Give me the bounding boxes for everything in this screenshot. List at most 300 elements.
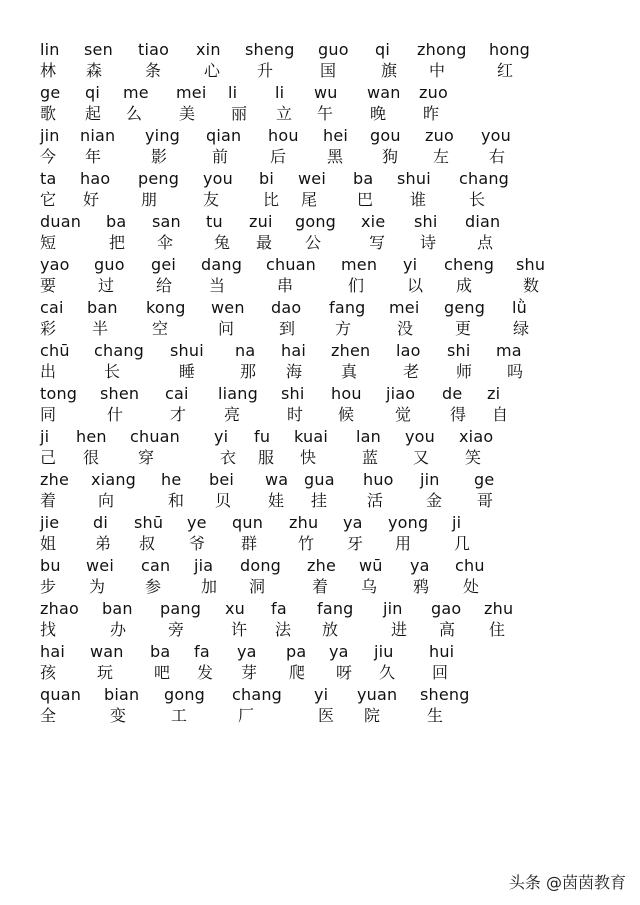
hanzi-character: 同 [40, 405, 57, 424]
hanzi-character: 美 [179, 104, 196, 123]
hanzi-character: 歌 [40, 104, 57, 123]
pinyin-syllable: me [123, 83, 149, 102]
hanzi-character: 前 [212, 147, 229, 166]
hanzi-character: 鸦 [413, 577, 430, 596]
hanzi-character: 师 [456, 362, 473, 381]
pinyin-syllable: you [405, 427, 435, 446]
pinyin-syllable: bei [209, 470, 235, 489]
pinyin-syllable: hei [323, 126, 349, 145]
hanzi-character: 当 [209, 276, 226, 295]
pinyin-syllable: yao [40, 255, 70, 274]
pinyin-row [0, 384, 640, 406]
hanzi-character: 爷 [189, 534, 206, 553]
hanzi-character: 晚 [370, 104, 387, 123]
hanzi-character: 加 [201, 577, 218, 596]
pinyin-syllable: men [341, 255, 378, 274]
hanzi-row [0, 491, 640, 513]
hanzi-character: 时 [287, 405, 304, 424]
pinyin-row [0, 685, 640, 707]
hanzi-character: 后 [270, 147, 287, 166]
hanzi-character: 短 [40, 233, 57, 252]
pinyin-syllable: jia [194, 556, 214, 575]
hanzi-character: 给 [156, 276, 173, 295]
pinyin-syllable: gao [431, 599, 462, 618]
pinyin-syllable: di [93, 513, 109, 532]
hanzi-character: 医 [318, 706, 335, 725]
hanzi-character: 穿 [138, 448, 155, 467]
pinyin-syllable: you [481, 126, 511, 145]
pinyin-row [0, 341, 640, 363]
pinyin-syllable: tu [206, 212, 223, 231]
hanzi-character: 蓝 [362, 448, 379, 467]
hanzi-character: 巴 [357, 190, 374, 209]
pinyin-row [0, 255, 640, 277]
pinyin-syllable: zhen [331, 341, 371, 360]
pinyin-syllable: hou [331, 384, 362, 403]
pinyin-syllable: gong [164, 685, 206, 704]
pinyin-syllable: guo [94, 255, 125, 274]
pinyin-syllable: ba [106, 212, 127, 231]
hanzi-character: 影 [151, 147, 168, 166]
pinyin-syllable: li [275, 83, 285, 102]
hanzi-character: 朋 [141, 190, 158, 209]
pinyin-syllable: wen [211, 298, 245, 317]
pinyin-syllable: zhe [40, 470, 69, 489]
hanzi-row [0, 405, 640, 427]
hanzi-character: 活 [367, 491, 384, 510]
pinyin-syllable: ye [187, 513, 207, 532]
pinyin-row [0, 599, 640, 621]
pinyin-syllable: sheng [245, 40, 295, 59]
hanzi-character: 方 [335, 319, 352, 338]
hanzi-character: 全 [40, 706, 57, 725]
hanzi-character: 吗 [507, 362, 524, 381]
pinyin-syllable: fa [271, 599, 287, 618]
hanzi-row [0, 663, 640, 685]
pinyin-syllable: hai [40, 642, 65, 661]
pinyin-syllable: zhao [40, 599, 79, 618]
pinyin-syllable: jiao [386, 384, 416, 403]
hanzi-character: 串 [277, 276, 294, 295]
hanzi-character: 群 [241, 534, 258, 553]
hanzi-character: 立 [276, 104, 293, 123]
pinyin-syllable: qi [375, 40, 391, 59]
pinyin-syllable: ta [40, 169, 57, 188]
pinyin-syllable: xin [196, 40, 221, 59]
hanzi-character: 快 [300, 448, 317, 467]
hanzi-character: 真 [341, 362, 358, 381]
pinyin-syllable: gong [295, 212, 337, 231]
pinyin-row [0, 556, 640, 578]
hanzi-character: 林 [40, 61, 57, 80]
pinyin-syllable: zhong [417, 40, 467, 59]
hanzi-character: 诗 [420, 233, 437, 252]
pinyin-syllable: jin [420, 470, 440, 489]
hanzi-character: 参 [145, 577, 162, 596]
hanzi-character: 法 [275, 620, 292, 639]
hanzi-character: 森 [86, 61, 103, 80]
hanzi-character: 弟 [95, 534, 112, 553]
hanzi-character: 以 [407, 276, 424, 295]
hanzi-character: 又 [413, 448, 430, 467]
pinyin-syllable: hou [268, 126, 299, 145]
pinyin-syllable: na [235, 341, 256, 360]
hanzi-character: 那 [240, 362, 257, 381]
pinyin-syllable: wa [265, 470, 289, 489]
pinyin-syllable: tiao [138, 40, 170, 59]
hanzi-character: 向 [98, 491, 115, 510]
pinyin-syllable: gua [304, 470, 335, 489]
pinyin-syllable: jie [40, 513, 60, 532]
pinyin-syllable: mei [176, 83, 207, 102]
hanzi-row [0, 448, 640, 470]
pinyin-syllable: cheng [444, 255, 495, 274]
hanzi-character: 伞 [157, 233, 174, 252]
pinyin-row [0, 642, 640, 664]
pinyin-syllable: shen [100, 384, 140, 403]
hanzi-character: 们 [348, 276, 365, 295]
pinyin-syllable: sheng [420, 685, 470, 704]
hanzi-character: 黑 [327, 147, 344, 166]
hanzi-character: 吧 [154, 663, 171, 682]
hanzi-row [0, 577, 640, 599]
pinyin-syllable: yuan [357, 685, 398, 704]
hanzi-character: 问 [218, 319, 235, 338]
hanzi-character: 过 [98, 276, 115, 295]
pinyin-syllable: jiu [374, 642, 394, 661]
hanzi-character: 绿 [513, 319, 530, 338]
pinyin-syllable: zhu [484, 599, 514, 618]
pinyin-syllable: de [442, 384, 463, 403]
pinyin-syllable: zui [249, 212, 273, 231]
pinyin-syllable: xie [361, 212, 386, 231]
hanzi-character: 笑 [465, 448, 482, 467]
hanzi-character: 升 [257, 61, 274, 80]
pinyin-syllable: hen [76, 427, 107, 446]
pinyin-syllable: dian [465, 212, 501, 231]
pinyin-syllable: xu [225, 599, 246, 618]
pinyin-syllable: fang [329, 298, 366, 317]
hanzi-character: 用 [395, 534, 412, 553]
hanzi-character: 爬 [289, 663, 306, 682]
hanzi-character: 左 [433, 147, 450, 166]
pinyin-row [0, 83, 640, 105]
pinyin-syllable: wei [298, 169, 326, 188]
pinyin-syllable: peng [138, 169, 180, 188]
hanzi-character: 变 [110, 706, 127, 725]
pinyin-syllable: zi [487, 384, 501, 403]
pinyin-syllable: lǜ [512, 298, 527, 317]
pinyin-syllable: jin [40, 126, 60, 145]
hanzi-character: 它 [40, 190, 57, 209]
pinyin-row [0, 298, 640, 320]
pinyin-syllable: dong [240, 556, 282, 575]
hanzi-character: 写 [369, 233, 386, 252]
hanzi-row [0, 319, 640, 341]
pinyin-syllable: ya [329, 642, 349, 661]
pinyin-syllable: quan [40, 685, 82, 704]
hanzi-character: 步 [40, 577, 57, 596]
hanzi-character: 进 [391, 620, 408, 639]
hanzi-character: 亮 [224, 405, 241, 424]
hanzi-character: 院 [364, 706, 381, 725]
hanzi-character: 公 [305, 233, 322, 252]
hanzi-character: 睡 [179, 362, 196, 381]
hanzi-character: 着 [312, 577, 329, 596]
hanzi-character: 放 [322, 620, 339, 639]
hanzi-character: 兔 [214, 233, 231, 252]
hanzi-character: 芽 [241, 663, 258, 682]
pinyin-syllable: chuan [130, 427, 181, 446]
pinyin-syllable: tong [40, 384, 78, 403]
pinyin-syllable: ji [452, 513, 462, 532]
pinyin-syllable: wu [314, 83, 338, 102]
pinyin-syllable: sen [84, 40, 113, 59]
pinyin-syllable: shu [516, 255, 546, 274]
hanzi-character: 候 [338, 405, 355, 424]
hanzi-character: 条 [145, 61, 162, 80]
hanzi-character: 乌 [361, 577, 378, 596]
pinyin-syllable: geng [444, 298, 486, 317]
pinyin-syllable: liang [218, 384, 258, 403]
pinyin-syllable: zhe [307, 556, 336, 575]
pinyin-syllable: shui [397, 169, 431, 188]
pinyin-row [0, 126, 640, 148]
hanzi-character: 己 [40, 448, 57, 467]
pinyin-syllable: duan [40, 212, 82, 231]
pinyin-syllable: yong [388, 513, 429, 532]
hanzi-character: 半 [92, 319, 109, 338]
hanzi-character: 彩 [40, 319, 57, 338]
hanzi-character: 比 [263, 190, 280, 209]
hanzi-character: 找 [40, 620, 57, 639]
hanzi-character: 谁 [410, 190, 427, 209]
hanzi-row [0, 534, 640, 556]
pinyin-syllable: ya [343, 513, 363, 532]
pinyin-syllable: chang [232, 685, 283, 704]
hanzi-row [0, 362, 640, 384]
pinyin-row [0, 427, 640, 449]
hanzi-character: 中 [429, 61, 446, 80]
hanzi-character: 办 [110, 620, 127, 639]
hanzi-character: 红 [497, 61, 514, 80]
pinyin-syllable: li [228, 83, 238, 102]
pinyin-syllable: ban [102, 599, 133, 618]
hanzi-row [0, 61, 640, 83]
hanzi-character: 住 [489, 620, 506, 639]
pinyin-syllable: dao [271, 298, 302, 317]
pinyin-syllable: shi [414, 212, 438, 231]
hanzi-character: 点 [477, 233, 494, 252]
pinyin-syllable: pa [286, 642, 307, 661]
pinyin-syllable: huo [363, 470, 394, 489]
hanzi-character: 厂 [238, 706, 255, 725]
hanzi-character: 姐 [40, 534, 57, 553]
pinyin-syllable: yi [314, 685, 329, 704]
hanzi-character: 年 [85, 147, 102, 166]
hanzi-character: 空 [152, 319, 169, 338]
pinyin-syllable: nian [80, 126, 116, 145]
pinyin-syllable: mei [389, 298, 420, 317]
pinyin-syllable: shū [134, 513, 164, 532]
pinyin-syllable: bian [104, 685, 140, 704]
hanzi-character: 才 [170, 405, 187, 424]
pinyin-syllable: yi [214, 427, 229, 446]
pinyin-syllable: fu [254, 427, 271, 446]
pinyin-syllable: fa [194, 642, 210, 661]
hanzi-character: 衣 [220, 448, 237, 467]
hanzi-character: 么 [126, 104, 143, 123]
hanzi-row [0, 190, 640, 212]
hanzi-character: 挂 [311, 491, 328, 510]
pinyin-syllable: hao [80, 169, 111, 188]
pinyin-syllable: qun [232, 513, 264, 532]
hanzi-row [0, 276, 640, 298]
pinyin-syllable: wū [359, 556, 383, 575]
pinyin-syllable: kuai [294, 427, 328, 446]
hanzi-character: 觉 [395, 405, 412, 424]
pinyin-row [0, 169, 640, 191]
pinyin-syllable: hong [489, 40, 531, 59]
pinyin-syllable: he [161, 470, 182, 489]
pinyin-syllable: bi [259, 169, 275, 188]
pinyin-syllable: zuo [419, 83, 448, 102]
hanzi-character: 好 [83, 190, 100, 209]
pinyin-syllable: gei [151, 255, 177, 274]
pinyin-syllable: xiang [91, 470, 137, 489]
hanzi-character: 和 [168, 491, 185, 510]
pinyin-syllable: hai [281, 341, 306, 360]
hanzi-character: 很 [83, 448, 100, 467]
hanzi-character: 成 [456, 276, 473, 295]
pinyin-syllable: cai [165, 384, 189, 403]
hanzi-character: 心 [204, 61, 221, 80]
pinyin-syllable: shi [447, 341, 471, 360]
pinyin-syllable: ba [353, 169, 374, 188]
pinyin-syllable: qi [85, 83, 101, 102]
hanzi-character: 娃 [268, 491, 285, 510]
hanzi-character: 右 [489, 147, 506, 166]
pinyin-syllable: hui [429, 642, 455, 661]
hanzi-character: 几 [454, 534, 471, 553]
hanzi-character: 竹 [298, 534, 315, 553]
hanzi-row [0, 104, 640, 126]
hanzi-character: 出 [40, 362, 57, 381]
hanzi-character: 许 [231, 620, 248, 639]
hanzi-character: 玩 [97, 663, 114, 682]
hanzi-character: 今 [40, 147, 57, 166]
hanzi-row [0, 620, 640, 642]
hanzi-character: 孩 [40, 663, 57, 682]
hanzi-character: 午 [317, 104, 334, 123]
hanzi-character: 数 [523, 276, 540, 295]
hanzi-character: 没 [397, 319, 414, 338]
hanzi-character: 昨 [423, 104, 440, 123]
hanzi-character: 呀 [336, 663, 353, 682]
pinyin-syllable: can [141, 556, 171, 575]
hanzi-character: 友 [203, 190, 220, 209]
pinyin-row [0, 40, 640, 62]
pinyin-syllable: zhu [289, 513, 319, 532]
pinyin-syllable: you [203, 169, 233, 188]
hanzi-character: 为 [89, 577, 106, 596]
pinyin-syllable: wan [367, 83, 401, 102]
pinyin-syllable: wan [90, 642, 124, 661]
pinyin-syllable: chang [94, 341, 145, 360]
pinyin-syllable: jin [383, 599, 403, 618]
hanzi-character: 着 [40, 491, 57, 510]
pinyin-syllable: wei [86, 556, 114, 575]
pinyin-syllable: chū [40, 341, 70, 360]
hanzi-character: 长 [469, 190, 486, 209]
pinyin-syllable: bu [40, 556, 61, 575]
hanzi-row [0, 147, 640, 169]
hanzi-character: 长 [104, 362, 121, 381]
hanzi-character: 发 [197, 663, 214, 682]
pinyin-syllable: lan [356, 427, 381, 446]
hanzi-character: 要 [40, 276, 57, 295]
pinyin-syllable: dang [201, 255, 243, 274]
pinyin-syllable: chuan [266, 255, 317, 274]
hanzi-character: 牙 [347, 534, 364, 553]
pinyin-syllable: ba [150, 642, 171, 661]
hanzi-character: 尾 [301, 190, 318, 209]
pinyin-syllable: cai [40, 298, 64, 317]
hanzi-character: 得 [450, 405, 467, 424]
hanzi-character: 工 [171, 706, 188, 725]
hanzi-character: 起 [85, 104, 102, 123]
hanzi-character: 金 [426, 491, 443, 510]
hanzi-character: 洞 [249, 577, 266, 596]
pinyin-syllable: lao [396, 341, 421, 360]
pinyin-syllable: kong [146, 298, 186, 317]
hanzi-character: 哥 [477, 491, 494, 510]
pinyin-syllable: chu [455, 556, 485, 575]
pinyin-syllable: xiao [459, 427, 494, 446]
pinyin-syllable: ying [145, 126, 181, 145]
hanzi-character: 回 [432, 663, 449, 682]
hanzi-character: 海 [286, 362, 303, 381]
pinyin-syllable: zuo [425, 126, 454, 145]
hanzi-character: 贝 [215, 491, 232, 510]
hanzi-character: 自 [492, 405, 509, 424]
pinyin-row [0, 513, 640, 535]
pinyin-syllable: ge [40, 83, 61, 102]
hanzi-character: 叔 [139, 534, 156, 553]
hanzi-row [0, 706, 640, 728]
hanzi-row [0, 233, 640, 255]
hanzi-character: 丽 [231, 104, 248, 123]
pinyin-syllable: fang [317, 599, 354, 618]
pinyin-syllable: ban [87, 298, 118, 317]
pinyin-row [0, 470, 640, 492]
hanzi-character: 国 [320, 61, 337, 80]
pinyin-syllable: gou [370, 126, 401, 145]
pinyin-syllable: guo [318, 40, 349, 59]
hanzi-character: 到 [279, 319, 296, 338]
pinyin-syllable: qian [206, 126, 242, 145]
pinyin-row [0, 212, 640, 234]
pinyin-syllable: ji [40, 427, 50, 446]
hanzi-character: 处 [463, 577, 480, 596]
hanzi-character: 生 [427, 706, 444, 725]
pinyin-syllable: lin [40, 40, 60, 59]
pinyin-syllable: pang [160, 599, 202, 618]
pinyin-syllable: yi [403, 255, 418, 274]
hanzi-character: 久 [379, 663, 396, 682]
pinyin-syllable: ma [496, 341, 522, 360]
hanzi-character: 老 [403, 362, 420, 381]
